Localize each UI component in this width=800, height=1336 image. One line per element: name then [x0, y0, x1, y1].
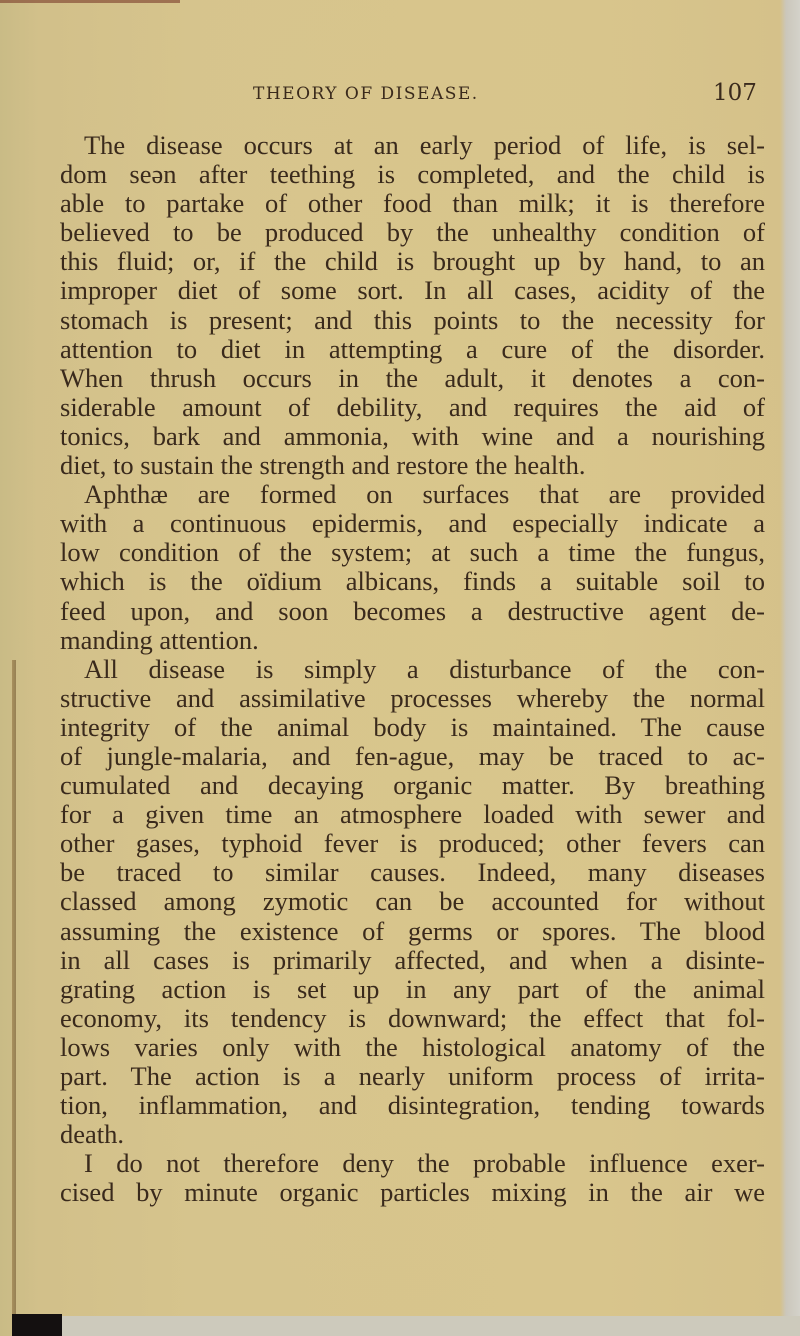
text-line: believed to be produced by the unhealthy condition of — [60, 217, 765, 248]
text-line: of jungle-malaria, and fen-ague, may be traced to ac- — [60, 740, 765, 771]
text-line: I do not therefore deny the probable influence exer- — [84, 1148, 765, 1179]
text-line: be traced to similar causes. Indeed, many diseases — [60, 857, 765, 888]
text-line: When thrush occurs in the adult, it denotes a con- — [60, 362, 765, 393]
body-text — [60, 131, 765, 1207]
text-line: economy, its tendency is downward; the effect that fol- — [60, 1002, 765, 1033]
binding-edge-artifact — [12, 660, 16, 1336]
page-top-edge-artifact — [0, 0, 180, 3]
text-line: part. The action is a nearly uniform process of irrita- — [60, 1061, 765, 1091]
text-line: manding attention. — [60, 624, 259, 655]
running-head: THEORY OF DISEASE. — [253, 84, 479, 104]
scan-corner-shadow — [12, 1314, 62, 1336]
text-line: lows varies only with the histological anatomy of the — [60, 1031, 765, 1062]
text-line: cumulated and decaying organic matter. By breathing — [60, 770, 765, 801]
text-line: The disease occurs at an early period of life, is sel- — [84, 130, 765, 160]
text-line: grating action is set up in any part of the animal — [60, 973, 765, 1004]
text-line: classed among zymotic can be accounted for without — [60, 886, 765, 917]
text-line: diet, to sustain the strength and restore the health. — [60, 450, 586, 481]
text-line: able to partake of other food than milk; it is therefore — [60, 188, 765, 219]
text-line: low condition of the system; at such a time the fungus, — [60, 537, 765, 568]
text-line: for a given time an atmosphere loaded with sewer and — [60, 799, 765, 830]
text-line: cised by minute organic particles mixing in the air we — [60, 1177, 765, 1208]
text-line: stomach is present; and this points to the necessity for — [60, 304, 765, 335]
text-line: siderable amount of debility, and requires the aid of — [60, 391, 765, 422]
text-line: tonics, bark and ammonia, with wine and a nourishing — [60, 420, 765, 451]
text-line: dom seən after teething is completed, and the child is — [60, 159, 765, 190]
text-line: All disease is simply a disturbance of the con- — [84, 653, 765, 684]
text-line: which is the oïdium albicans, finds a suitable soil to — [60, 566, 765, 597]
text-line: Aphthæ are formed on surfaces that are provided — [84, 479, 765, 510]
text-line: with a continuous epidermis, and especially indicate a — [60, 508, 765, 539]
text-line: in all cases is primarily affected, and when a disinte- — [60, 944, 765, 975]
text-line: integrity of the animal body is maintained. The cause — [60, 711, 765, 742]
text-line: other gases, typhoid fever is produced; other fevers can — [60, 828, 765, 859]
text-line: assuming the existence of germs or spores. The blood — [60, 915, 765, 946]
text-line: this fluid; or, if the child is brought up by hand, to an — [60, 246, 765, 277]
text-line: feed upon, and soon becomes a destructive agent de- — [60, 595, 765, 626]
text-line: structive and assimilative processes whereby the normal — [60, 682, 765, 713]
page-number: 107 — [713, 80, 757, 106]
text-line: death. — [60, 1119, 125, 1150]
text-line: improper diet of some sort. In all cases, acidity of the — [60, 275, 765, 306]
text-line: attention to diet in attempting a cure of the disorder. — [60, 333, 765, 364]
text-line: tion, inflammation, and disintegration, tending towards — [60, 1090, 765, 1121]
page-header — [253, 80, 757, 106]
scan-bottom-margin — [62, 1316, 800, 1336]
